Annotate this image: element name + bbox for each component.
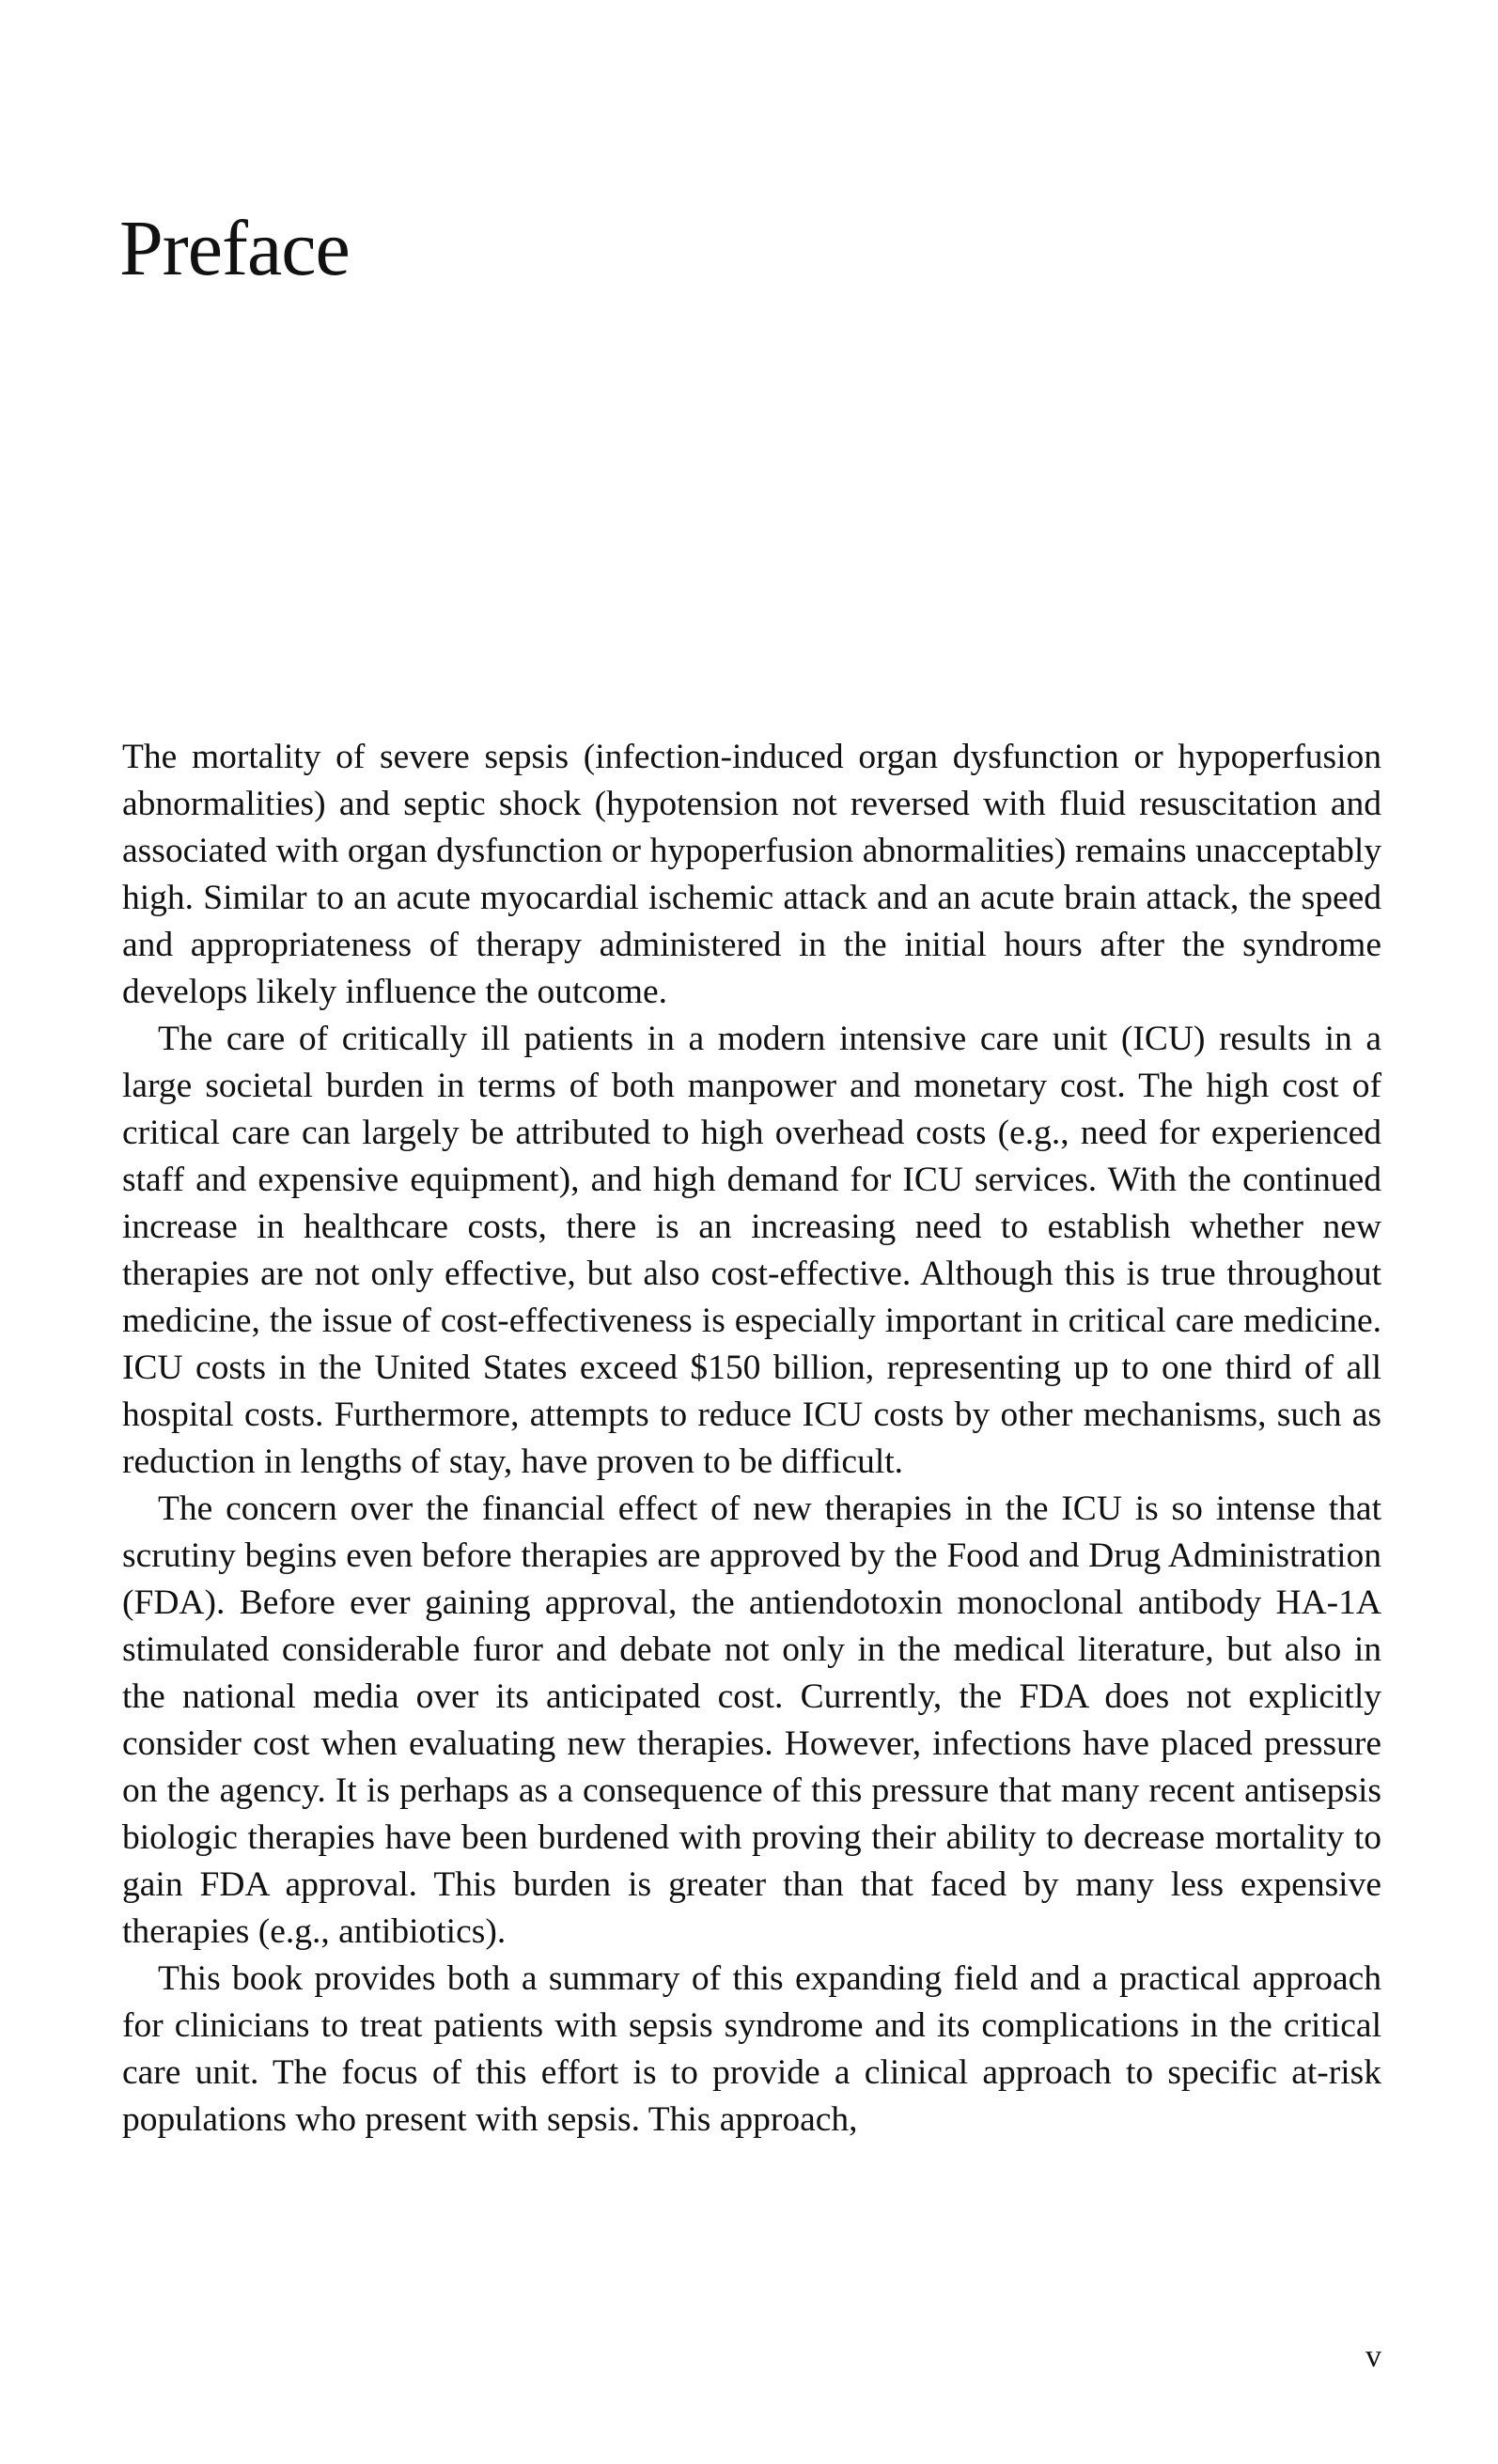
chapter-title: Preface — [119, 205, 350, 292]
paragraph: This book provides both a summary of this expanding field and a practical approach for clinicians to treat patients with sepsis syndrome and its complications in the critical care unit. The focus of this effort is to provide a clinical approach to specific at-risk populations who present with sepsis. This approach, — [122, 1959, 1381, 2139]
paragraph: The concern over the financial effect of new therapies in the ICU is so intense that scrutiny begins even before therapies are approved by the Food and Drug Administration (FDA). Before ever gaining approval, the antiendotoxin monoclonal antibody HA-1A stimulated considerable furor and debate not only in the medical literature, but also in the national media over its anticipated cost. Currently, the FDA does not explicitly consider cost when evaluating new therapies. However, infections have placed pressure on the agency. It is perhaps as a consequence of this pressure that many recent antisepsis biologic therapies have been burdened with proving their ability to decrease mortality to gain FDA approval. This burden is greater than that faced by many less expensive therapies (e.g., antibiotics). — [122, 1489, 1381, 1951]
preface-body — [122, 734, 1381, 2144]
page-number: v — [1365, 2339, 1381, 2374]
paragraph: The care of critically ill patients in a modern intensive care unit (ICU) results in a large societal burden in terms of both manpower and monetary cost. The high cost of critical care can largely be attributed to high overhead costs (e.g., need for experienced staff and expensive equipment), and high demand for ICU services. With the continued increase in healthcare costs, there is an increasing need to establish whether new therapies are not only effective, but also cost-effective. Although this is true throughout medicine, the issue of cost-effectiveness is especially important in critical care medicine. ICU costs in the United States exceed $150 billion, representing up to one third of all hospital costs. Furthermore, attempts to reduce ICU costs by other mechanisms, such as reduction in lengths of stay, have proven to be difficult. — [122, 1020, 1381, 1481]
paragraph: The mortality of severe sepsis (infection-induced organ dysfunction or hypoperfusion abnormalities) and septic shock (hypotension not reversed with fluid resuscitation and associated with organ dysfunction or hypoperfusion abnormalities) remains unacceptably high. Similar to an acute myocardial ischemic attack and an acute brain attack, the speed and appropriateness of therapy administered in the initial hours after the syndrome develops likely influence the outcome. — [122, 738, 1381, 1011]
